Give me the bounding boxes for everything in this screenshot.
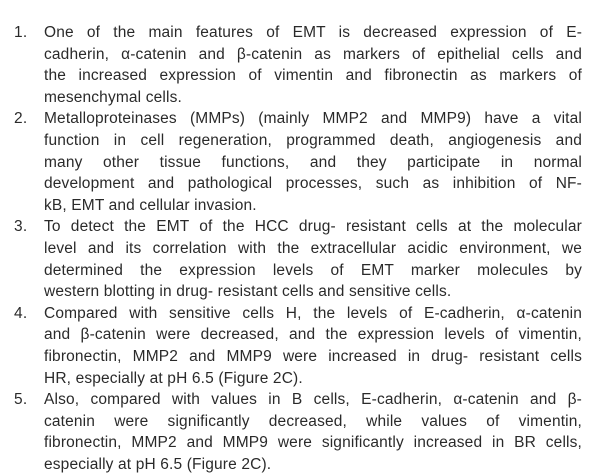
- list-item: [0, 22, 600, 108]
- text-line: catenin were significantly decreased, while values of vimentin,: [44, 412, 582, 430]
- text-line: fibronectin, MMP2 and MMP9 were increased in drug- resistant cells: [44, 347, 582, 365]
- text-line: western blotting in drug- resistant cells and sensitive cells.: [44, 283, 452, 301]
- list-item: [0, 389, 600, 475]
- text-line: determined the expression levels of EMT marker molecules by: [44, 261, 582, 279]
- list-item-number: 5.: [14, 391, 28, 409]
- list-item-number: 1.: [14, 24, 28, 41]
- text-line: Also, compared with values in B cells, E-cadherin, α-catenin and β-: [44, 391, 582, 409]
- text-line: One of the main features of EMT is decreased expression of E-: [44, 24, 582, 41]
- list-item-number: 4.: [14, 304, 28, 322]
- text-line: mesenchymal cells.: [44, 88, 182, 106]
- list-item: [0, 303, 600, 389]
- text-line: especially at pH 6.5 (Figure 2C).: [44, 455, 272, 473]
- numbered-list-document: [0, 22, 600, 475]
- text-line: fibronectin, MMP2 and MMP9 were significantly increased in BR cells,: [44, 434, 582, 452]
- text-line: kB, EMT and cellular invasion.: [44, 196, 257, 214]
- text-line: level and its correlation with the extracellular acidic environment, we: [44, 239, 582, 257]
- text-line: Metalloproteinases (MMPs) (mainly MMP2 and MMP9) have a vital: [44, 110, 582, 128]
- list-item-number: 3.: [14, 218, 28, 236]
- list-item: [0, 108, 600, 216]
- text-line: HR, especially at pH 6.5 (Figure 2C).: [44, 369, 303, 387]
- list-item-number: 2.: [14, 110, 28, 128]
- text-line: cadherin, α-catenin and β-catenin as markers of epithelial cells and: [44, 45, 582, 63]
- text-line: Compared with sensitive cells H, the levels of E-cadherin, α-catenin: [44, 304, 582, 322]
- list-item: [0, 216, 600, 302]
- text-line: and β-catenin were decreased, and the expression levels of vimentin,: [44, 326, 582, 344]
- text-line: development and pathological processes, such as inhibition of NF-: [44, 175, 582, 193]
- text-line: the increased expression of vimentin and fibronectin as markers of: [44, 67, 582, 85]
- text-line: To detect the EMT of the HCC drug- resistant cells at the molecular: [44, 218, 582, 236]
- text-line: many other tissue functions, and they participate in normal: [44, 153, 582, 171]
- text-line: function in cell regeneration, programmed death, angiogenesis and: [44, 131, 582, 149]
